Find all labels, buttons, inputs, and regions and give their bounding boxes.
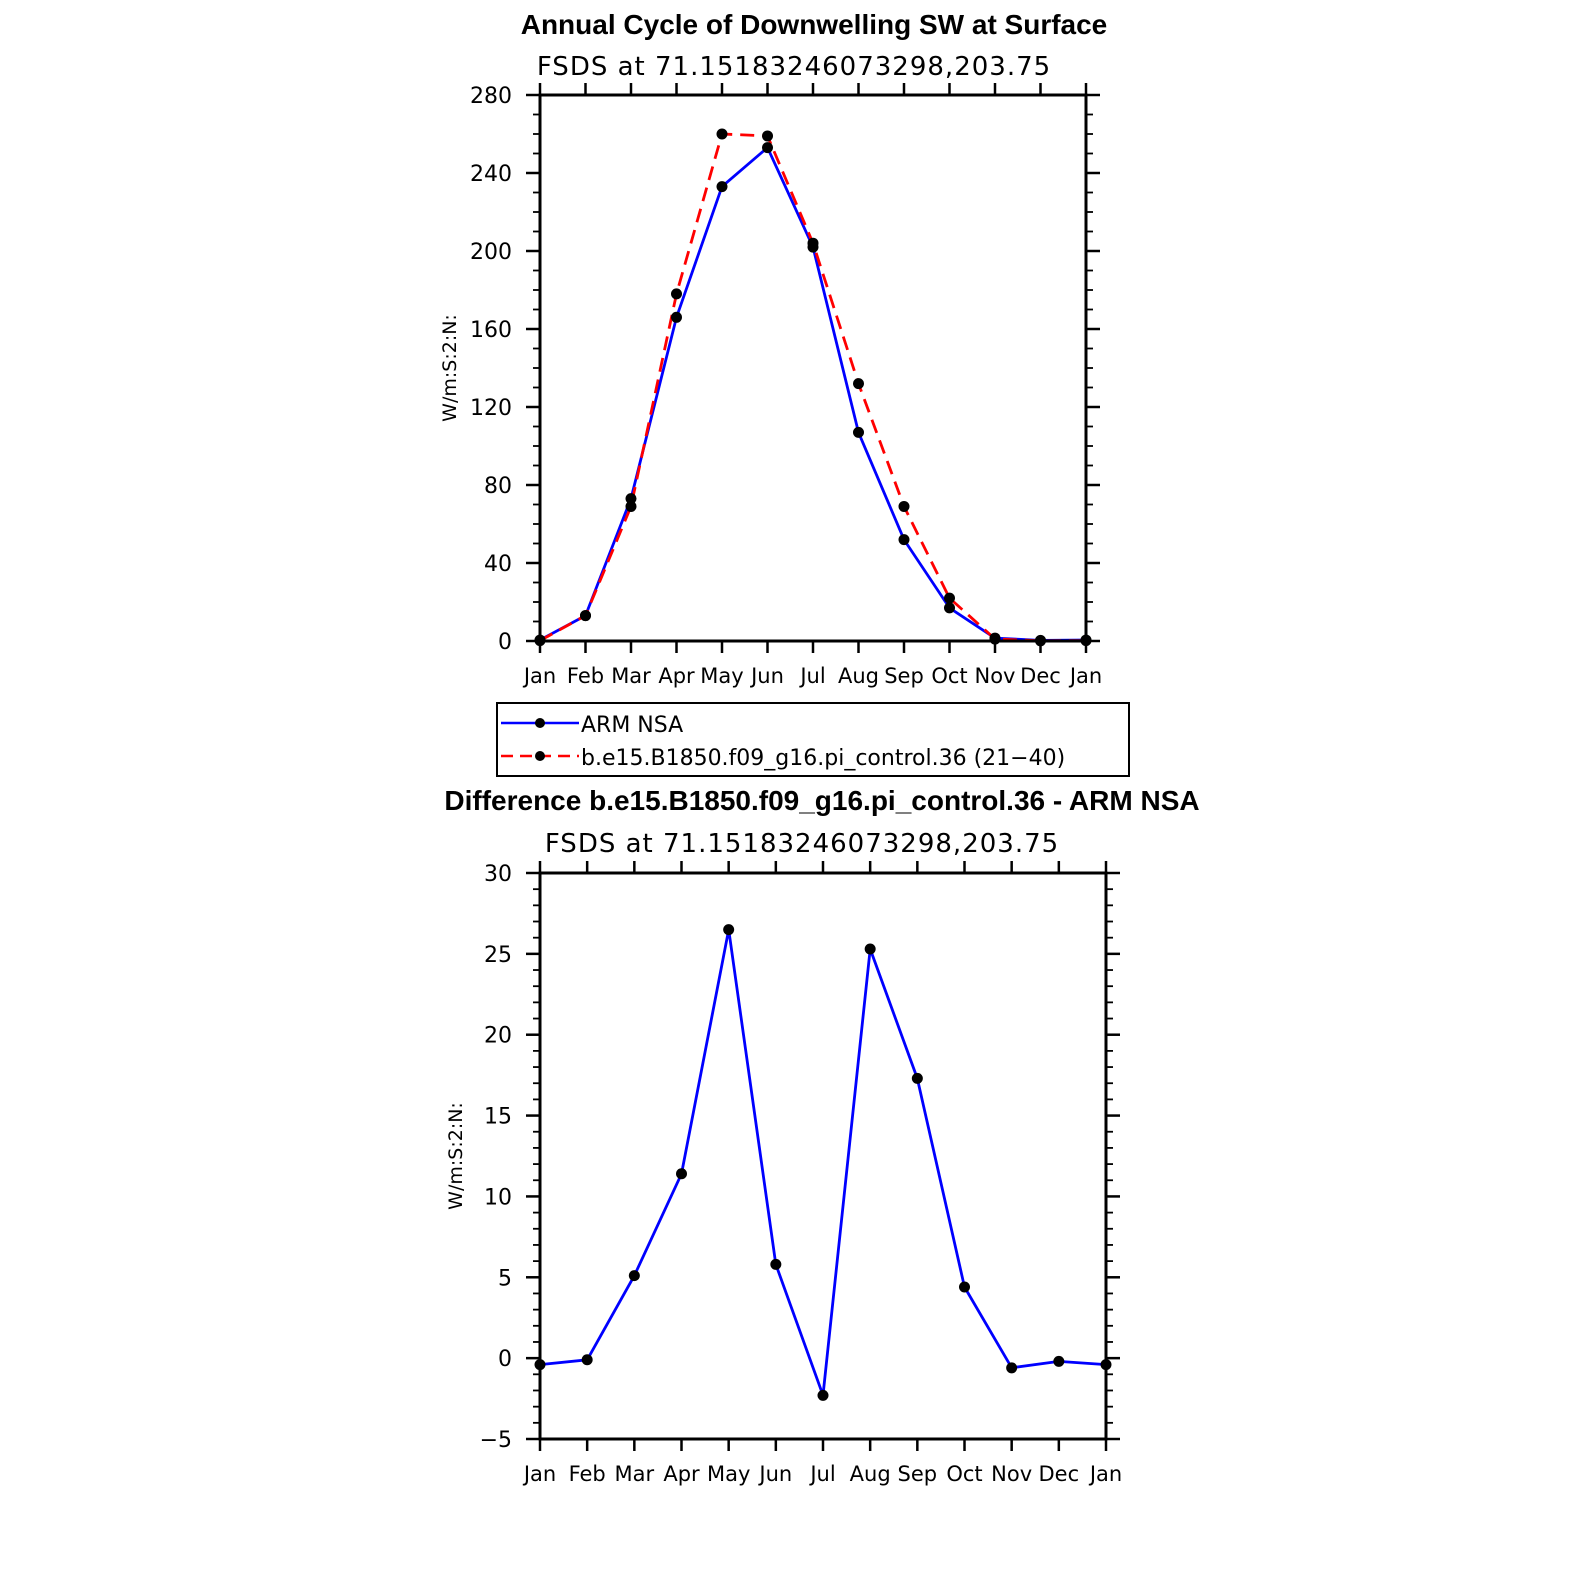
y-tick-label: 40 <box>484 552 512 577</box>
y-tick-label: 0 <box>498 1347 512 1373</box>
x-tick-label: Mar <box>611 664 651 688</box>
y-tick-label: 120 <box>470 396 512 421</box>
x-tick-label: Apr <box>663 1462 700 1486</box>
data-point <box>1006 1362 1017 1373</box>
series-line <box>540 148 1086 641</box>
x-tick-label: Jul <box>800 664 826 688</box>
x-tick-label: Dec <box>1020 664 1061 688</box>
data-point <box>717 129 728 140</box>
y-tick-label: 160 <box>470 318 512 343</box>
data-point <box>899 501 910 512</box>
legend-marker-model <box>535 751 545 761</box>
chart-subtitle: FSDS at 71.15183246073298,203.75 <box>544 829 1060 859</box>
legend <box>497 703 1129 776</box>
data-point <box>944 593 955 604</box>
data-point <box>770 1259 781 1270</box>
data-point <box>808 238 819 249</box>
annual-cycle-chart <box>439 9 1107 688</box>
y-tick-label: 80 <box>484 474 512 499</box>
data-point <box>580 610 591 621</box>
tick-labels <box>470 84 1102 688</box>
y-tick-label: 15 <box>484 1104 512 1130</box>
data-point <box>723 924 734 935</box>
x-tick-label: Jul <box>810 1462 836 1486</box>
data-point <box>762 130 773 141</box>
chart-title: Difference b.e15.B1850.f09_g16.pi_control.36 - ARM NSA <box>444 785 1200 816</box>
series-line <box>540 134 1086 641</box>
x-tick-label: Nov <box>974 664 1016 688</box>
data-point <box>582 1354 593 1365</box>
y-tick-label: 5 <box>498 1266 512 1292</box>
data-point <box>865 944 876 955</box>
axis-ticks <box>526 83 1100 653</box>
series-line <box>540 930 1106 1396</box>
x-tick-label: Sep <box>897 1462 938 1486</box>
x-tick-label: Jan <box>1089 1462 1123 1486</box>
x-tick-label: Sep <box>884 664 924 688</box>
x-tick-label: Aug <box>849 1462 891 1486</box>
data-point <box>853 427 864 438</box>
x-tick-label: May <box>706 1462 751 1486</box>
data-point <box>671 288 682 299</box>
data-point <box>717 181 728 192</box>
legend-label-model: b.e15.B1850.f09_g16.pi_control.36 (21−40) <box>581 746 1066 771</box>
y-tick-label: 280 <box>470 84 512 109</box>
x-tick-label: Feb <box>566 664 605 688</box>
y-tick-label: 25 <box>484 942 512 968</box>
x-tick-label: Feb <box>568 1462 606 1486</box>
x-tick-label: Nov <box>991 1462 1033 1486</box>
data-point <box>676 1168 687 1179</box>
data-point <box>944 602 955 613</box>
x-tick-label: Jan <box>1069 664 1103 688</box>
y-axis-label: W/m:S:2:N: <box>439 314 461 422</box>
tick-labels <box>480 862 1123 1486</box>
y-axis-label: W/m:S:2:N: <box>445 1102 467 1210</box>
data-point <box>1053 1356 1064 1367</box>
data-point <box>899 534 910 545</box>
data-point <box>629 1270 640 1281</box>
x-tick-label: Jun <box>751 664 784 688</box>
x-tick-label: Dec <box>1038 1462 1080 1486</box>
legend-marker-arm-nsa <box>535 718 545 728</box>
x-tick-label: Apr <box>658 664 695 688</box>
y-tick-label: −5 <box>479 1428 512 1453</box>
data-point <box>818 1390 829 1401</box>
chart-subtitle: FSDS at 71.15183246073298,203.75 <box>536 52 1052 82</box>
series-group <box>535 924 1112 1401</box>
x-tick-label: Oct <box>946 1462 983 1486</box>
data-point <box>853 378 864 389</box>
x-tick-label: Mar <box>614 1462 655 1486</box>
y-tick-label: 10 <box>484 1185 512 1211</box>
series-group <box>535 129 1092 647</box>
y-tick-label: 200 <box>470 240 512 265</box>
legend-label-arm-nsa: ARM NSA <box>581 713 684 738</box>
plot-frame <box>540 95 1086 641</box>
data-point <box>990 634 1001 645</box>
data-point <box>671 312 682 323</box>
difference-chart <box>444 785 1199 1486</box>
x-tick-label: Jan <box>523 1462 557 1486</box>
y-tick-label: 20 <box>484 1023 512 1049</box>
x-tick-label: May <box>700 664 744 688</box>
y-tick-label: 240 <box>470 162 512 187</box>
x-tick-label: Jun <box>759 1462 793 1486</box>
y-tick-label: 0 <box>498 630 512 655</box>
plot-frame <box>540 873 1106 1439</box>
x-tick-label: Jan <box>523 664 557 688</box>
x-tick-label: Aug <box>837 664 880 688</box>
data-point <box>626 501 637 512</box>
y-tick-label: 30 <box>484 862 512 887</box>
x-tick-label: Oct <box>931 664 968 688</box>
data-point <box>959 1281 970 1292</box>
data-point <box>912 1073 923 1084</box>
data-point <box>762 142 773 153</box>
chart-title: Annual Cycle of Downwelling SW at Surface <box>520 9 1108 40</box>
axis-ticks <box>526 861 1120 1451</box>
